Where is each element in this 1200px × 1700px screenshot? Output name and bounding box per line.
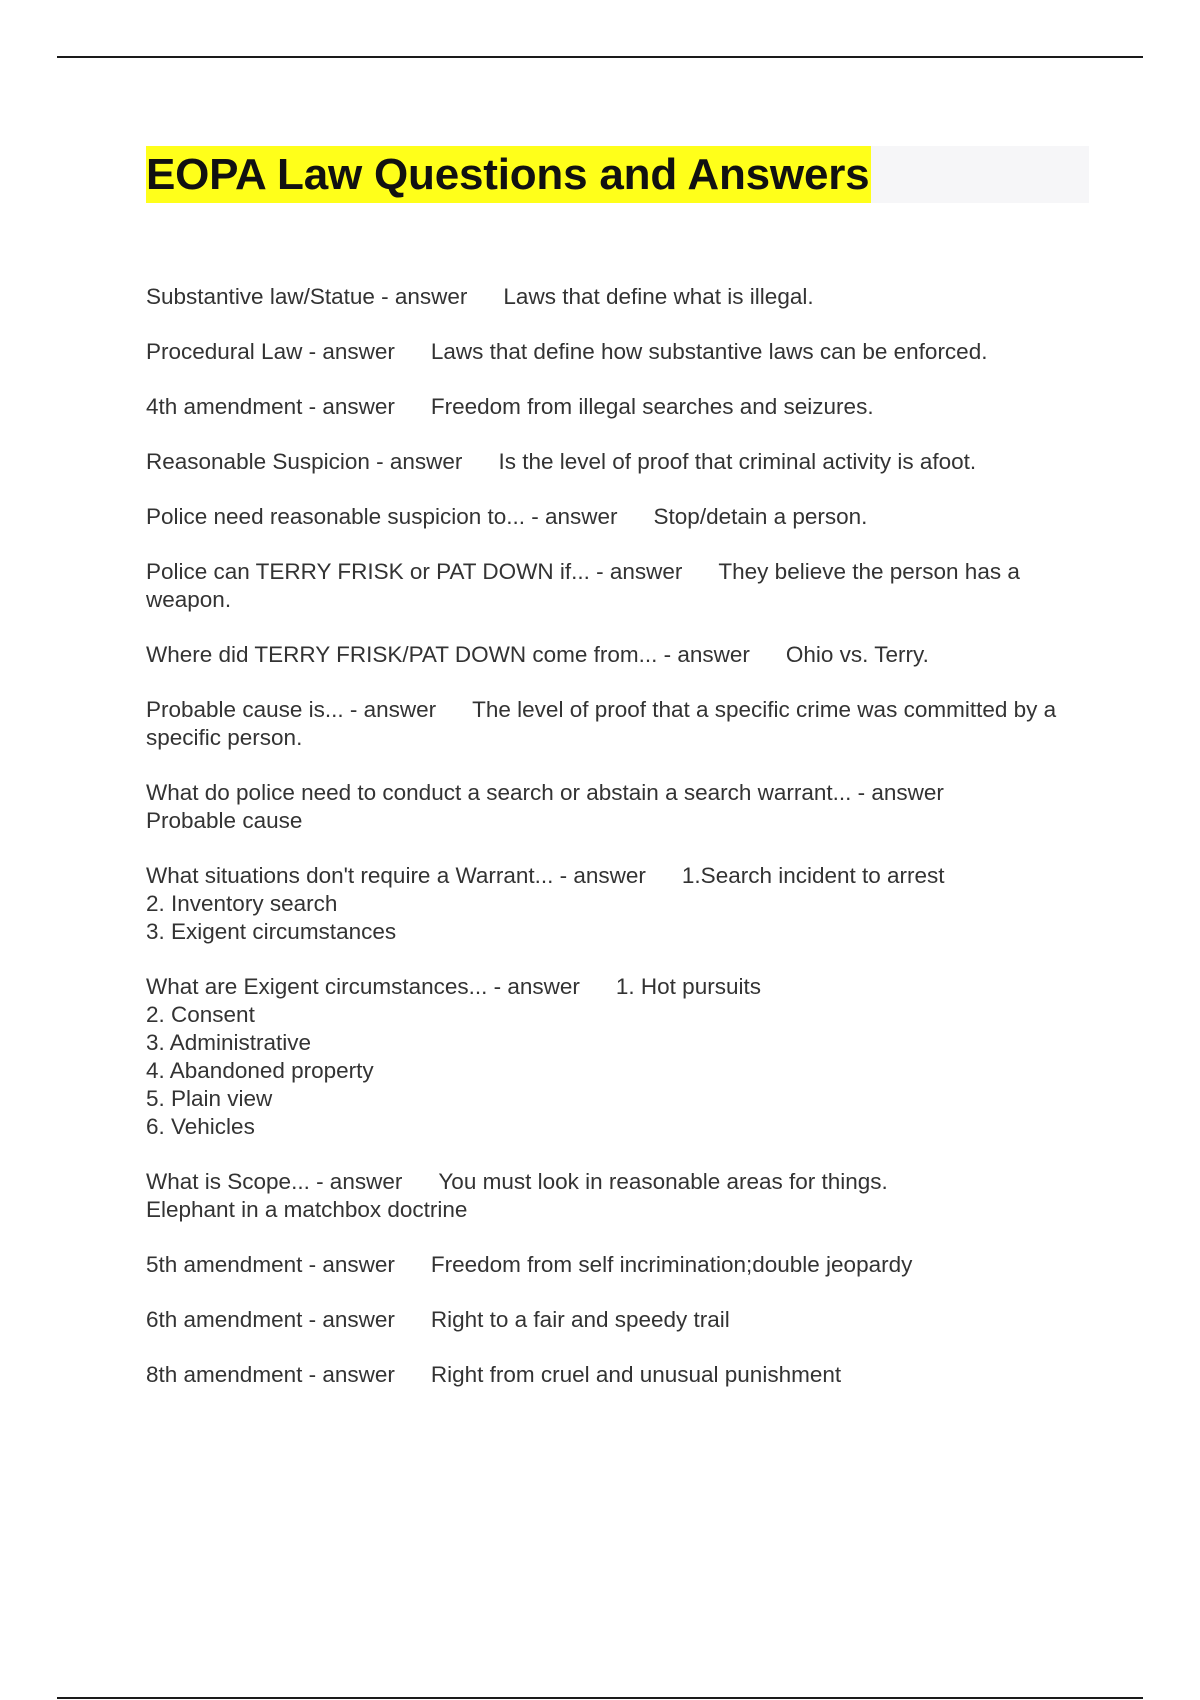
document-title: EOPA Law Questions and Answers [146, 146, 871, 203]
qa-answer: They believe the person has a weapon. [146, 559, 1020, 612]
bottom-rule [57, 1697, 1143, 1699]
qa-answer: 1.Search incident to arrest [681, 863, 945, 888]
qa-answer: The level of proof that a specific crime was committed by a specific person. [146, 697, 1057, 750]
qa-question: What do police need to conduct a search or abstain a search warrant... - answer [146, 780, 944, 805]
qa-answer: Is the level of proof that criminal activity is afoot. [498, 449, 977, 474]
qa-answer: Laws that define how substantive laws can be enforced. [430, 339, 988, 364]
qa-question: Where did TERRY FRISK/PAT DOWN come from... - answer [146, 642, 750, 667]
qa-answer-line: Elephant in a matchbox doctrine [146, 1197, 468, 1222]
qa-item [146, 393, 1086, 421]
qa-question: Procedural Law - answer [146, 339, 395, 364]
qa-question: 4th amendment - answer [146, 394, 395, 419]
qa-question: 5th amendment - answer [146, 1252, 395, 1277]
qa-answer-line: 3. Administrative [146, 1030, 312, 1055]
qa-item [146, 696, 1086, 752]
qa-question: What is Scope... - answer [146, 1169, 403, 1194]
qa-question: Police can TERRY FRISK or PAT DOWN if... - answer [146, 559, 683, 584]
qa-answer-line: 2. Consent [146, 1002, 255, 1027]
qa-answer: Probable cause [146, 808, 303, 833]
qa-answer: Ohio vs. Terry. [785, 642, 929, 667]
qa-question: Probable cause is... - answer [146, 697, 437, 722]
qa-item [146, 283, 1086, 311]
qa-item [146, 1361, 1086, 1389]
qa-question: 6th amendment - answer [146, 1307, 395, 1332]
qa-answer: Freedom from self incrimination;double jeopardy [430, 1252, 913, 1277]
qa-answer-line: 5. Plain view [146, 1086, 273, 1111]
qa-answer: You must look in reasonable areas for things. [438, 1169, 888, 1194]
qa-question: Reasonable Suspicion - answer [146, 449, 463, 474]
qa-item [146, 338, 1086, 366]
qa-answer: Freedom from illegal searches and seizures. [430, 394, 874, 419]
qa-item [146, 448, 1086, 476]
qa-answer: Right from cruel and unusual punishment [430, 1362, 842, 1387]
qa-item [146, 1168, 1086, 1224]
qa-item [146, 862, 1086, 946]
qa-question: 8th amendment - answer [146, 1362, 395, 1387]
qa-answer: 1. Hot pursuits [615, 974, 761, 999]
qa-item [146, 779, 1086, 835]
qa-list [146, 283, 1086, 1416]
qa-item [146, 1306, 1086, 1334]
qa-item [146, 1251, 1086, 1279]
top-rule [57, 56, 1143, 58]
qa-item [146, 973, 1086, 1141]
qa-item [146, 641, 1086, 669]
qa-answer-line: 6. Vehicles [146, 1114, 255, 1139]
qa-question: What are Exigent circumstances... - answer [146, 974, 580, 999]
qa-item [146, 558, 1086, 614]
qa-item [146, 503, 1086, 531]
qa-question: Substantive law/Statue - answer [146, 284, 468, 309]
qa-answer: Right to a fair and speedy trail [430, 1307, 730, 1332]
qa-answer-line: 2. Inventory search [146, 891, 338, 916]
qa-answer: Laws that define what is illegal. [503, 284, 814, 309]
qa-question: Police need reasonable suspicion to... - answer [146, 504, 618, 529]
qa-question: What situations don't require a Warrant... - answer [146, 863, 646, 888]
qa-answer-line: 4. Abandoned property [146, 1058, 374, 1083]
qa-answer: Stop/detain a person. [653, 504, 868, 529]
qa-answer-line: 3. Exigent circumstances [146, 919, 397, 944]
